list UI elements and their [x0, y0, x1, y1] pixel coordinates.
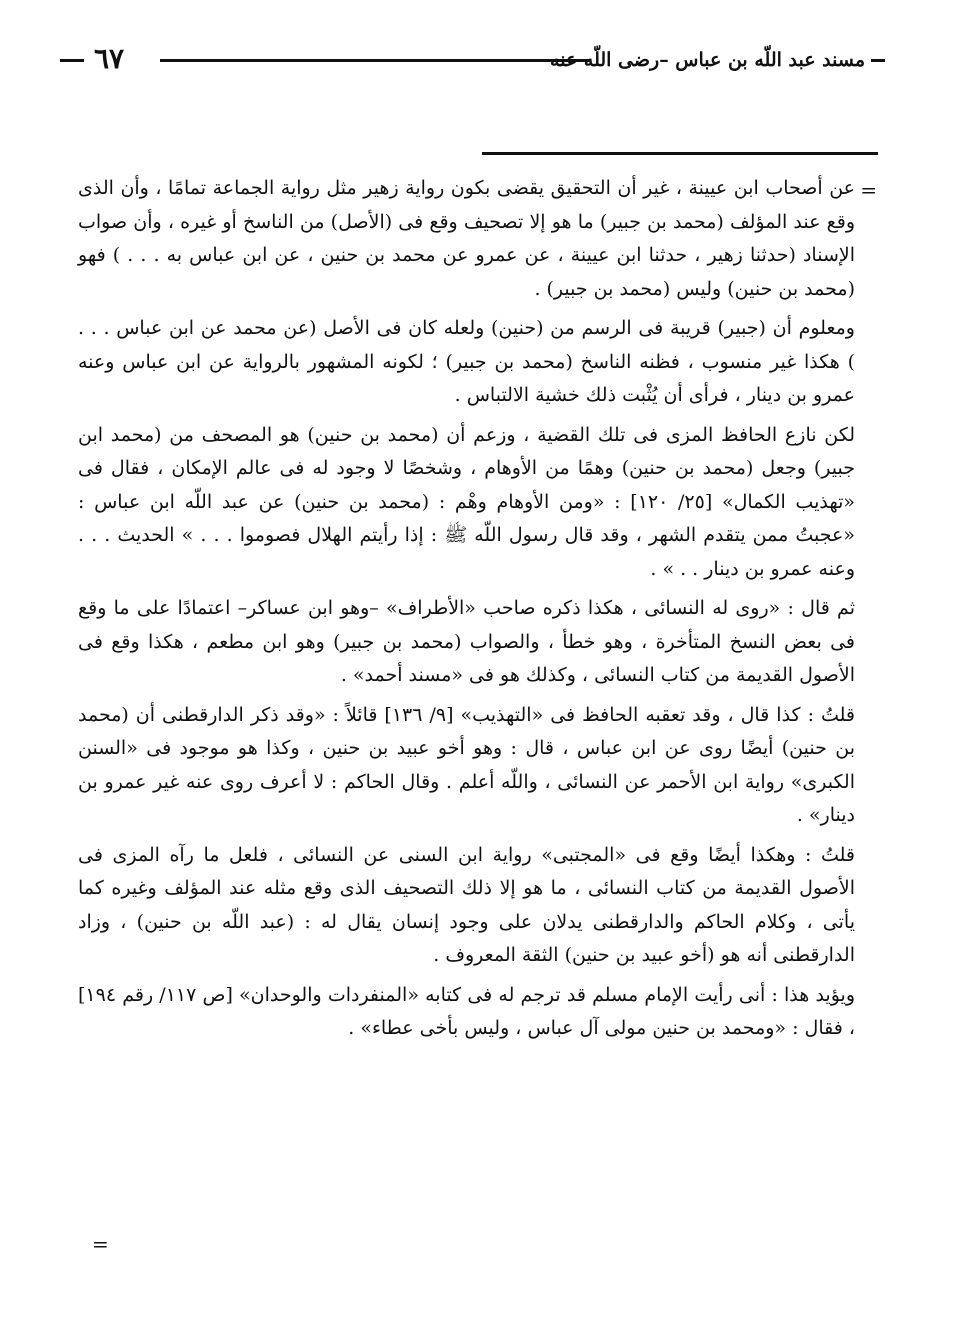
paragraph: عن أصحاب ابن عيينة ، غير أن التحقيق يقضى بكون رواية زهير مثل رواية الجماعة تمامًا ، وأن الذى وقع عند المؤلف (محمد بن جبير) ما هو إلا تصحيف وقع فى (الأصل) من الناسخ أو غيره ، وأن صواب الإسناد (حدثنا زهير ، حدثنا ابن عيينة ، عن عمرو عن محمد بن حنين ، عن ابن عباس به . . . ) فهو (محمد بن حنين) وليس (محمد بن جبير) . — [78, 177, 855, 300]
paragraph: ويؤيد هذا : أنى رأيت الإمام مسلم قد ترجم له فى كتابه «المنفردات والوحدان» [ص ١١٧/ رقم ١٩٤] ، فقال : «ومحمد بن حنين مولى آل عباس ، وليس بأخى عطاء» . — [78, 983, 855, 1039]
footnote-body — [78, 172, 855, 1052]
paragraph: قلتُ : وهكذا أيضًا وقع فى «المجتبى» رواية ابن السنى عن النسائى ، فلعل ما رآه المزى فى الأصول القديمة من كتاب النسائى ، ما هو إلا ذلك التصحيف الذى وقع مثله عند المؤلف وغيره كما يأتى ، وكلام الحاكم والدارقطنى يدلان على وجود إنسان يقال له : (عبد اللّه بن حنين) ، وزاد الدارقطنى أنه هو (أخو عبيد بن حنين) الثقة المعروف . — [78, 843, 855, 966]
running-title: مسند عبد اللّه بن عباس –رضى اللّه عنه– — [540, 49, 865, 71]
header-rule-left — [60, 59, 84, 62]
paragraph: لكن نازع الحافظ المزى فى تلك القضية ، وزعم أن (محمد بن حنين) هو المصحف من (محمد ابن جبير) وجعل (محمد بن حنين) وهمًا من الأوهام ، وشخصًا لا وجود له فى عالم الإمكان ، فقال فى «تهذيب الكمال» [٢٥/ ١٢٠] : «ومن الأوهام وهْم : (محمد بن حنين) عن عبد اللّه ابن عباس : «عجبتُ ممن يتقدم الشهر ، وقد قال رسول اللّه ﷺ : إذا رأيتم الهلال فصوموا . . . » الحديث . . . وعنه عمرو بن دينار . . » . — [78, 423, 856, 580]
paragraph: قلتُ : كذا قال ، وقد تعقبه الحافظ فى «التهذيب» [٩/ ١٣٦] قائلاً : «وقد ذكر الدارقطنى أن (محمد بن حنين) أيضًا روى عن ابن عباس ، قال : وهو أخو عبيد بن حنين ، وكذا هو موجود فى «السنن الكبرى» رواية ابن الأحمر عن النسائى ، واللّه أعلم . وقال الحاكم : لا أعرف روى عنه غير عمرو بن دينار» . — [78, 703, 855, 826]
page-header — [60, 40, 885, 80]
header-rule-middle — [160, 59, 590, 62]
paragraph: ثم قال : «روى له النسائى ، هكذا ذكره صاحب «الأطراف» –وهو ابن عساكر– اعتمادًا على ما وقع فى بعض النسخ المتأخرة ، وهو خطأ ، والصواب (محمد بن جبير) وهو ابن مطعم ، هكذا وقع فى الأصول القديمة من كتاب النسائى ، وكذلك هو فى «مسند أحمد» . — [78, 597, 855, 686]
header-rule-right — [871, 59, 885, 62]
continuation-mark-end: = — [92, 1232, 109, 1256]
paragraph: ومعلوم أن (جبير) قريبة فى الرسم من (حنين) ولعله كان فى الأصل (عن محمد عن ابن عباس . . . ) هكذا غير منسوب ، فظنه الناسخ (محمد بن جبير) ؛ لكونه المشهور بالرواية عن ابن عباس وعنه عمرو بن دينار ، فرأى أن يُثْبت ذلك خشية الالتباس . — [78, 317, 855, 406]
continuation-mark-start: = — [860, 178, 877, 202]
page-number: ٦٧ — [94, 42, 125, 75]
footnote-separator — [482, 152, 878, 155]
